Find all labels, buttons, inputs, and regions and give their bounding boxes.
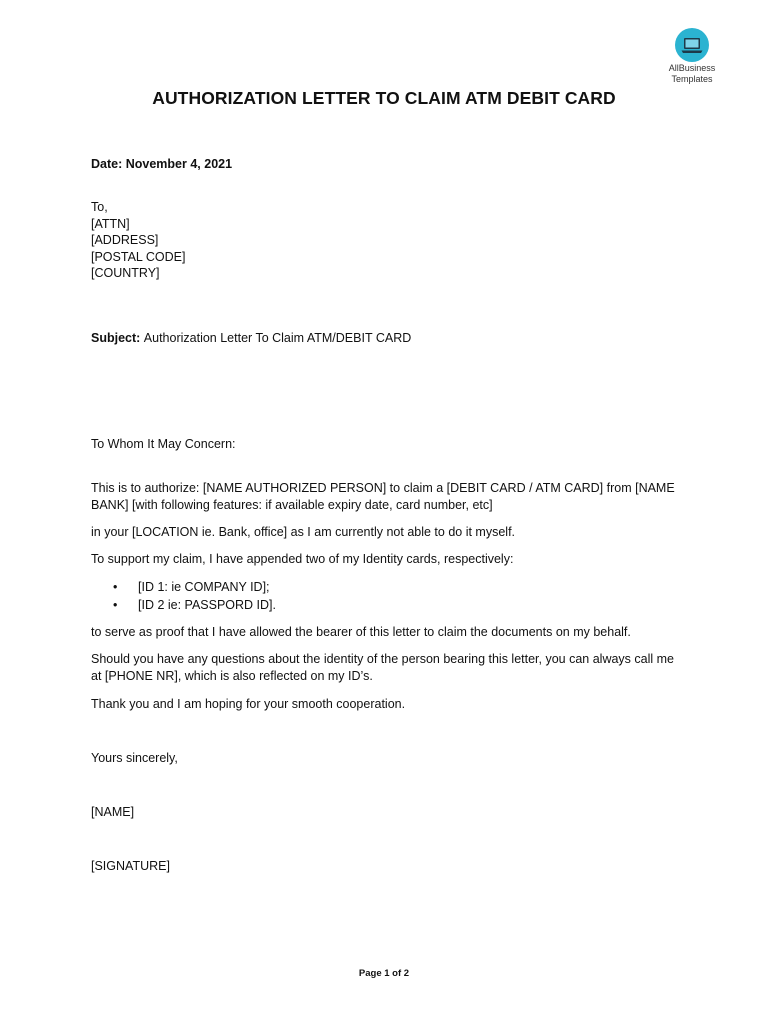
body-paragraph-3: To support my claim, I have appended two of my Identity cards, respectively:	[91, 552, 514, 566]
allbusiness-logo	[662, 28, 722, 84]
body-paragraph-2: in your [LOCATION ie. Bank, office] as I am currently not able to do it myself.	[91, 525, 516, 539]
bullet-icon: •	[113, 580, 118, 594]
date-value: November 4, 2021	[125, 157, 233, 171]
salutation: To Whom It May Concern:	[91, 437, 236, 451]
bullet-text: [ID 2 ie: PASSPORD ID].	[138, 598, 277, 612]
recipient-postal-code: [POSTAL CODE]	[91, 249, 186, 264]
date-line	[91, 156, 232, 173]
signer-name: [NAME]	[91, 805, 135, 819]
body-paragraph-6: Thank you and I am hoping for your smooth cooperation.	[91, 697, 406, 711]
page-number: Page 1 of 2	[358, 968, 410, 979]
date-label: Date:	[91, 157, 126, 171]
recipient-address: [ADDRESS]	[91, 233, 159, 247]
subject-line	[91, 330, 411, 347]
document-title: AUTHORIZATION LETTER TO CLAIM ATM DEBIT CARD	[152, 88, 616, 108]
signature-placeholder: [SIGNATURE]	[91, 859, 170, 873]
closing: Yours sincerely,	[91, 751, 178, 765]
subject-value: Authorization Letter To Claim ATM/DEBIT CARD	[143, 331, 412, 345]
bullet-icon: •	[113, 598, 118, 612]
logo-circle-graphic	[675, 28, 709, 62]
recipient-to: To,	[91, 200, 108, 214]
body-paragraph-5: Should you have any questions about the identity of the person bearing this letter, you can always call me at [PHONE NR], which is also reflected on my ID’s.	[91, 652, 675, 683]
laptop-icon	[675, 28, 709, 62]
recipient-attn: [ATTN]	[91, 216, 130, 231]
logo-text-line1: AllBusiness	[668, 63, 716, 73]
logo-text-line2: Templates	[671, 74, 713, 84]
recipient-country: [COUNTRY]	[91, 266, 160, 280]
bullet-text: [ID 1: ie COMPANY ID];	[138, 580, 270, 594]
subject-label: Subject:	[91, 331, 144, 345]
body-paragraph-1: This is to authorize: [NAME AUTHORIZED PERSON] to claim a [DEBIT CARD / ATM CARD] from [NAME BANK] [with following features: if available expiry date, card number, etc]	[91, 481, 675, 512]
body-paragraph-4: to serve as proof that I have allowed the bearer of this letter to claim the documents on my behalf.	[91, 625, 631, 639]
